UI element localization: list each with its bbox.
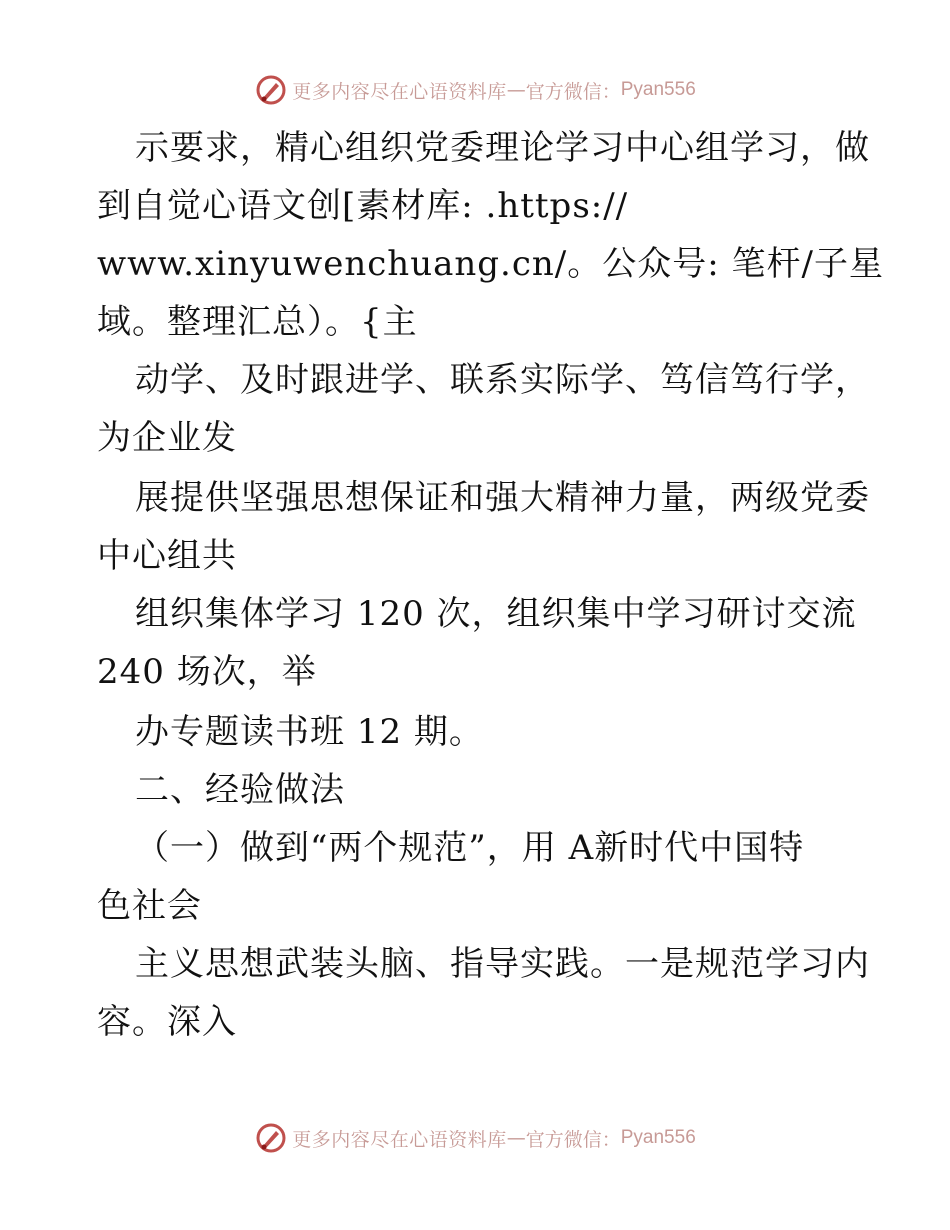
watermark-official-label: 官方微信： (525, 1128, 621, 1151)
text-line: 示要求，精心组织党委理论学习中心组学习，做 (135, 128, 870, 168)
text-line: 为企业发 (97, 418, 237, 458)
watermark-wechat-id: Pyan556 (620, 1127, 696, 1148)
watermark-brand: 更多内容尽在心语资料库 (292, 1128, 507, 1151)
pen-logo-icon (254, 1121, 288, 1155)
text-line: www.xinyuwenchuang.cn/。公众号: 笔杆/子星 (97, 244, 884, 284)
watermark-wechat-id: Pyan556 (620, 79, 696, 100)
subsection-heading: （一）做到“两个规范”，用 A新时代中国特 (135, 828, 805, 868)
footer-watermark (0, 1118, 950, 1158)
text-line: 色社会 (97, 886, 202, 926)
watermark-separator: — (506, 79, 526, 101)
text-line: 动学、及时跟进学、联系实际学、笃信笃行学， (135, 360, 870, 400)
watermark-brand: 更多内容尽在心语资料库 (292, 80, 507, 103)
text-line: 主义思想武装头脑、指导实践。一是规范学习内 (135, 944, 870, 984)
text-line: 域。整理汇总）。{主 (97, 302, 418, 342)
text-line: 展提供坚强思想保证和强大精神力量，两级党委 (135, 478, 870, 518)
text-line: 组织集体学习 120 次，组织集中学习研讨交流 (135, 594, 857, 634)
text-line: 240 场次，举 (97, 652, 317, 692)
watermark-separator: — (506, 1127, 526, 1149)
text-line: 中心组共 (97, 536, 237, 576)
section-heading: 二、经验做法 (135, 770, 345, 810)
text-line: 容。深入 (97, 1002, 237, 1042)
watermark-official-label: 官方微信： (525, 80, 621, 103)
text-line: 到自觉心语文创[素材库: .https:// (97, 186, 629, 226)
text-line: 办专题读书班 12 期。 (135, 712, 484, 752)
